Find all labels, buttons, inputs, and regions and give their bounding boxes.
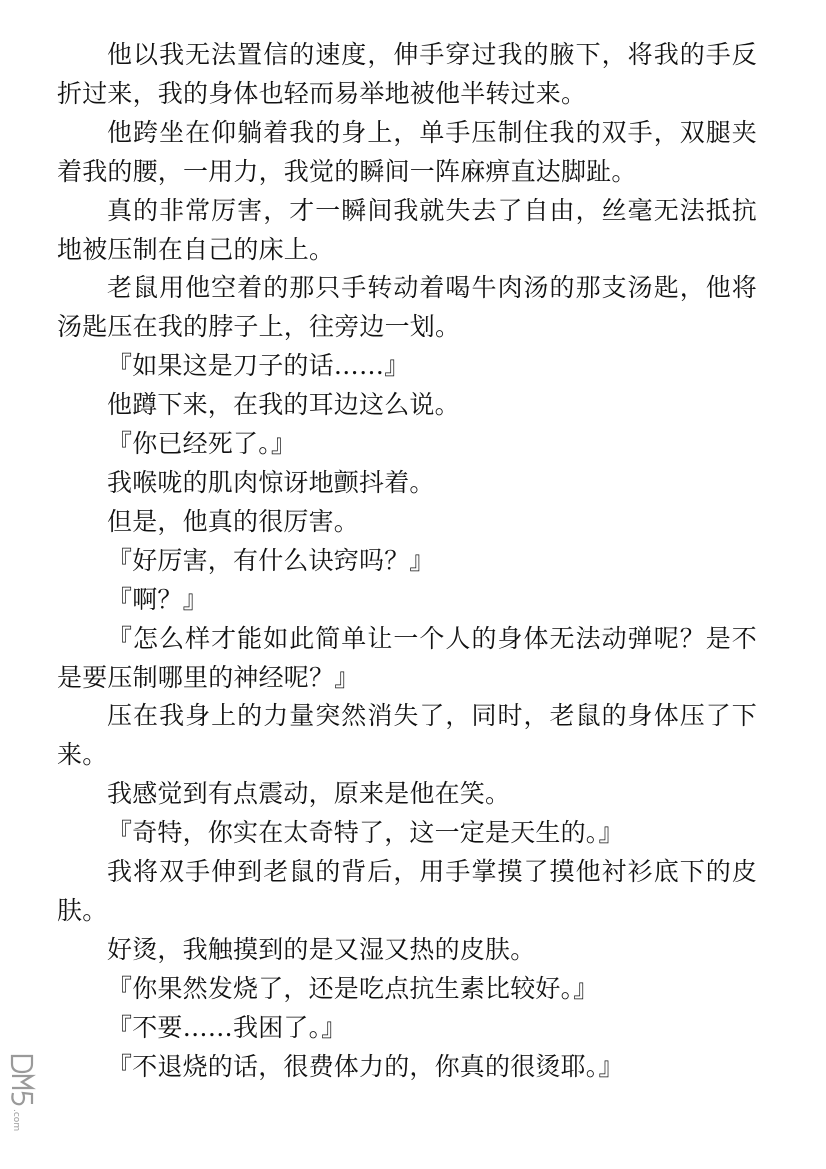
paragraph: 『啊？』	[107, 584, 208, 614]
paragraph: 他跨坐在仰躺着我的身上，单手压制住我的双手，双腿夹着我的腰，一用力，我觉的瞬间一阵麻痹直达脚趾。	[57, 117, 757, 186]
paragraph: 好烫，我触摸到的是又湿又热的皮肤。	[107, 934, 536, 964]
paragraph: 压在我身上的力量突然消失了，同时，老鼠的身体压了下来。	[57, 701, 757, 770]
paragraph: 他以我无法置信的速度，伸手穿过我的腋下，将我的手反折过来，我的身体也轻而易举地被他半转过来。	[57, 40, 757, 108]
paragraph: 真的非常厉害，才一瞬间我就失去了自由，丝毫无法抵抗地被压制在自己的床上。	[57, 195, 757, 264]
paragraph: 老鼠用他空着的那只手转动着喝牛肉汤的那支汤匙，他将汤匙压在我的脖子上，往旁边一划。	[57, 273, 757, 342]
paragraph: 『你果然发烧了，还是吃点抗生素比较好。』	[107, 973, 599, 1003]
paragraph: 但是，他真的很厉害。	[107, 506, 360, 536]
paragraph: 『不要……我困了。』	[107, 1012, 347, 1042]
paragraph: 『不退烧的话，很费体力的，你真的很烫耶。』	[107, 1051, 624, 1081]
paragraph: 『好厉害，有什么诀窍吗？』	[107, 545, 435, 575]
paragraph: 『如果这是刀子的话……』	[107, 351, 410, 381]
paragraph: 他蹲下来，在我的耳边这么说。	[107, 390, 460, 420]
paragraph: 『奇特，你实在太奇特了，这一定是天生的。』	[107, 818, 624, 848]
paragraph: 『怎么样才能如此简单让一个人的身体无法动弹呢？是不是要压制哪里的神经呢？』	[57, 623, 757, 692]
paragraph: 我感觉到有点震动，原来是他在笑。	[107, 779, 511, 809]
paragraph: 我喉咙的肌肉惊讶地颤抖着。	[107, 467, 435, 497]
paragraph: 『你已经死了。』	[107, 429, 297, 459]
body-text	[57, 36, 757, 1086]
svg-text:.com: .com	[11, 1109, 21, 1132]
dm5-watermark-logo	[6, 1052, 46, 1152]
paragraph: 我将双手伸到老鼠的背后，用手掌摸了摸他衬衫底下的皮肤。	[57, 857, 757, 925]
